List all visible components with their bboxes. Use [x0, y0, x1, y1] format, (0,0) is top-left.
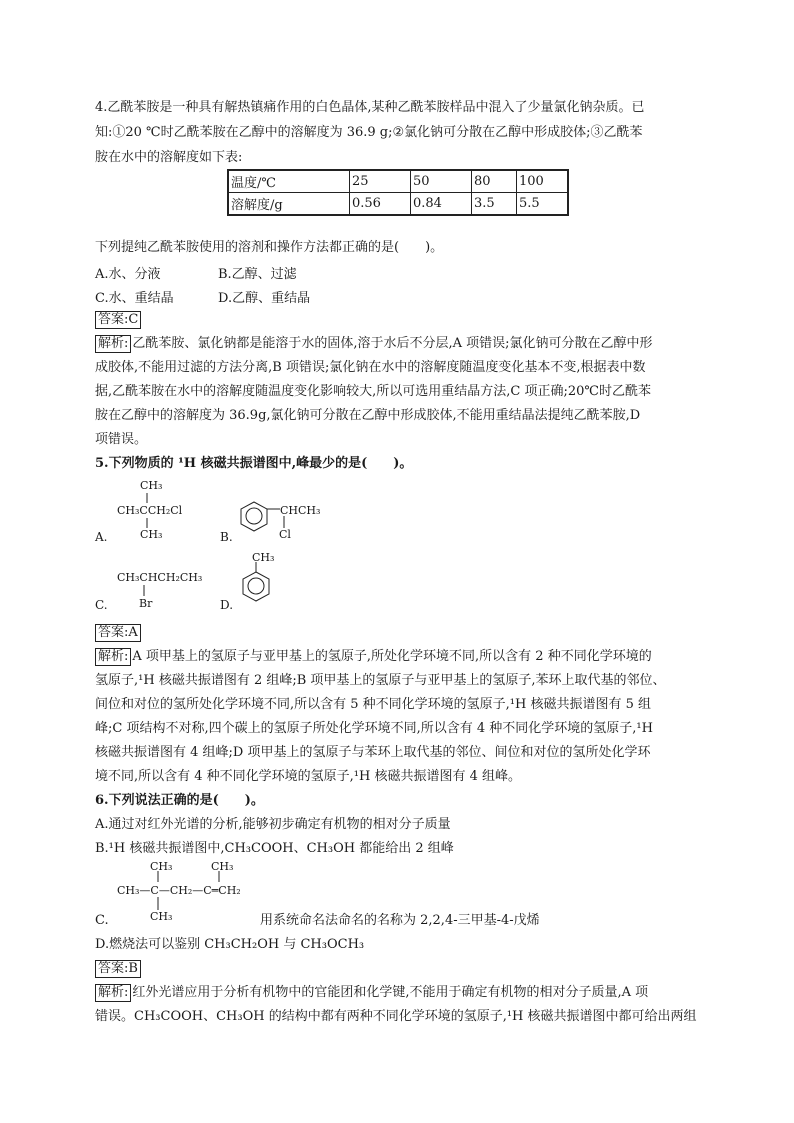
answer-label: 答案:C — [95, 311, 141, 329]
q6-option-c-label: C. — [95, 913, 109, 928]
q4-option-b: B.乙醇、过滤 — [218, 267, 297, 282]
q6-option-c-text: 用系统命名法命名的名称为 2,2,4-三甲基-4-戊烯 — [260, 913, 540, 928]
q6-answer — [95, 960, 142, 978]
q5-a-main: CH₃CCH₂Cl — [117, 504, 183, 517]
q5-b-cl: Cl — [279, 528, 291, 541]
answer-label: 答案:A — [95, 624, 141, 642]
q6-analysis-line-1: 解析: 红外光谱应用于分析有机物中的官能团和化学键,不能用于确定有机物的相对分子质量,A 项 — [95, 984, 648, 1002]
q4-line-3: 胺在水中的溶解度如下表: — [95, 150, 243, 165]
q5-analysis-line-3: 间位和对位的氢所处化学环境不同,所以含有 5 种不同化学环境的氢原子,¹H 核磁共振谱图有 5 组 — [95, 697, 652, 712]
q4-line-2: 知:①20 ℃时乙酰苯胺在乙醇中的溶解度为 36.9 g;②氯化钠可分散在乙醇中形成胶体;③乙酰苯 — [95, 125, 643, 140]
analysis-label: 解析: — [95, 984, 131, 1002]
q5-analysis-line-4: 峰;C 项结构不对称,四个碳上的氢原子所处化学环境不同,所以含有 4 种不同化学环境的氢原子,¹H — [95, 721, 653, 736]
q5-analysis-line-5: 核磁共振谱图有 4 组峰;D 项甲基上的氢原子与苯环上取代基的邻位、间位和对位的氢所处化学环 — [95, 745, 651, 760]
table-cell: 5.5 — [517, 193, 569, 216]
table-cell: 0.84 — [411, 193, 472, 216]
q5-b-chain: CHCH₃ — [280, 504, 321, 517]
q5-label-b: B. — [220, 530, 233, 544]
table-cell: 温度/℃ — [228, 170, 350, 193]
q6-option-a: A.通过对红外光谱的分析,能够初步确定有机物的相对分子质量 — [95, 817, 451, 832]
q4-option-a: A.水、分液 — [95, 267, 161, 282]
q6-option-d: D.燃烧法可以鉴别 CH₃CH₂OH 与 CH₃OCH₃ — [95, 937, 365, 952]
q5-analysis-line-2: 氢原子,¹H 核磁共振谱图有 2 组峰;B 项甲基上的氢原子与亚甲基上的氢原子,苯环上取代基的邻位、 — [95, 673, 666, 688]
q5-answer — [95, 624, 142, 642]
q4-analysis-line-2: 成胶体,不能用过滤的方法分离,B 项错误;氯化钠在水中的溶解度随温度变化基本不变,根据表中数 — [95, 360, 646, 375]
q6-c-ch3-top-1: CH₃ — [150, 860, 173, 873]
q5-label-c: C. — [95, 598, 108, 612]
q5-analysis-line-1: 解析: A 项甲基上的氢原子与亚甲基上的氢原子,所处化学环境不同,所以含有 2 种不同化学环境的 — [95, 648, 652, 666]
q6-option-b: B.¹H 核磁共振谱图中,CH₃COOH、CH₃OH 都能给出 2 组峰 — [95, 841, 454, 856]
q5-c-main: CH₃CHCH₂CH₃ — [117, 571, 203, 584]
q5-label-d: D. — [220, 598, 234, 612]
q4-analysis-line-4: 胺在乙醇中的溶解度为 36.9g,氯化钠可分散在乙醇中形成胶体,不能用重结晶法提纯乙酰苯胺,D — [95, 408, 641, 423]
q6-c-main: CH₃—C—CH₂—C═CH₂ — [117, 884, 241, 897]
q6-c-ch3-bottom: CH₃ — [150, 910, 173, 923]
table-cell: 25 — [350, 170, 411, 193]
table-cell: 溶解度/g — [228, 193, 350, 216]
table-cell: 3.5 — [472, 193, 517, 216]
q5-c-br: Br — [139, 597, 153, 610]
q6-question: 6.下列说法正确的是( )。 — [95, 793, 264, 808]
q4-question: 下列提纯乙酰苯胺使用的溶剂和操作方法都正确的是( )。 — [95, 240, 444, 255]
q5-a-ch3-top: CH₃ — [140, 479, 163, 492]
table-cell: 0.56 — [350, 193, 411, 216]
table-cell: 80 — [472, 170, 517, 193]
q4-line-1: 4.乙酰苯胺是一种具有解热镇痛作用的白色晶体,某种乙酰苯胺样品中混入了少量氯化钠杂质。已 — [95, 100, 645, 115]
q4-analysis-line-5: 项错误。 — [95, 432, 148, 447]
table-cell: 100 — [517, 170, 569, 193]
q4-option-c: C.水、重结晶 — [95, 291, 174, 306]
q5-question: 5.下列物质的 ¹H 核磁共振谱图中,峰最少的是( )。 — [95, 456, 413, 471]
analysis-label: 解析: — [95, 335, 131, 353]
q4-analysis-line-3: 据,乙酰苯胺在水中的溶解度随温度变化影响较大,所以可选用重结晶方法,C 项正确;20℃时乙酰苯 — [95, 384, 651, 399]
analysis-label: 解析: — [95, 648, 131, 666]
q6-analysis-line-2: 错误。CH₃COOH、CH₃OH 的结构中都有两种不同化学环境的氢原子,¹H 核磁共振谱图中都可给出两组 — [95, 1009, 697, 1024]
q4-analysis-line-1: 解析: 乙酰苯胺、氯化钠都是能溶于水的固体,溶于水后不分层,A 项错误;氯化钠可分散在乙醇中形 — [95, 335, 653, 353]
q5-a-ch3-bottom: CH₃ — [140, 528, 163, 541]
table-cell: 50 — [411, 170, 472, 193]
q6-c-ch3-top-2: CH₃ — [211, 860, 234, 873]
q5-analysis-line-6: 境不同,所以含有 4 种不同化学环境的氢原子,¹H 核磁共振谱图有 4 组峰。 — [95, 769, 522, 784]
q5-d-ch3: CH₃ — [252, 551, 275, 564]
q4-option-d: D.乙醇、重结晶 — [218, 291, 311, 306]
q5-label-a: A. — [95, 530, 108, 544]
answer-label: 答案:B — [95, 960, 141, 978]
